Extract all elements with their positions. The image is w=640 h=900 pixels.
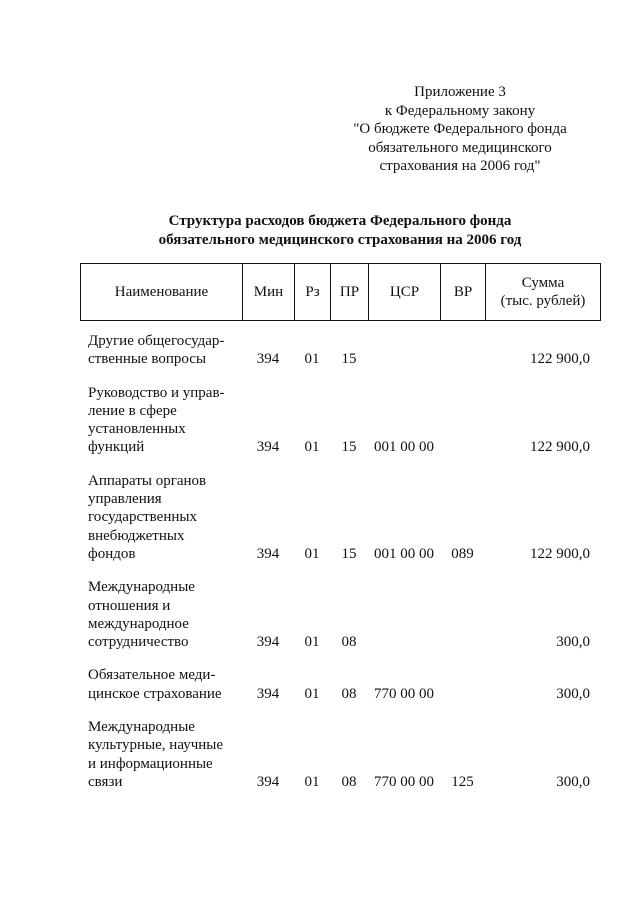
cell-name <box>80 332 242 369</box>
document-title <box>80 212 600 249</box>
cell-pr: 15 <box>341 545 357 562</box>
cell-csr: 770 00 00 <box>374 685 434 702</box>
header-sum-line: (тыс. рублей) <box>500 293 586 309</box>
header-min: Мин <box>243 264 295 321</box>
cell-sum: 122 900,0 <box>530 439 590 456</box>
header-name: Наименование <box>81 264 243 321</box>
cell-rz: 01 <box>304 545 320 562</box>
appendix-line: к Федеральному закону <box>384 102 536 119</box>
cell-name-line: Международные <box>88 579 195 596</box>
cell-rz: 01 <box>304 685 320 702</box>
header-vr: ВР <box>441 264 486 321</box>
cell-min: 394 <box>256 351 280 368</box>
cell-pr: 08 <box>341 634 357 651</box>
cell-min: 394 <box>256 545 280 562</box>
appendix-line: Приложение 3 <box>414 84 506 100</box>
header-csr: ЦСР <box>369 264 441 321</box>
cell-name <box>80 666 242 703</box>
cell-vr <box>440 332 485 369</box>
cell-name-line: функций <box>88 439 145 456</box>
row-spacer <box>80 703 600 718</box>
header-sum-line: Сумма <box>521 275 565 291</box>
cell-name-line: Руководство и управ- <box>88 384 225 401</box>
table-row <box>80 384 600 457</box>
cell-sum: 122 900,0 <box>530 545 590 562</box>
cell-name-line: внебюджетных <box>88 527 185 544</box>
row-spacer <box>80 369 600 384</box>
cell-sum: 300,0 <box>556 634 590 651</box>
cell-vr: 089 <box>451 545 474 562</box>
row-spacer <box>80 457 600 472</box>
cell-name-line: отношения и <box>88 597 171 614</box>
cell-vr: 125 <box>451 773 474 790</box>
cell-sum: 122 900,0 <box>530 351 590 368</box>
cell-vr <box>440 578 485 651</box>
cell-name-line: установленных <box>88 421 186 438</box>
table-row <box>80 718 600 791</box>
cell-pr: 15 <box>341 351 357 368</box>
cell-name <box>80 578 242 651</box>
title-line: обязательного медицинского страхования на 2006 год <box>158 231 522 248</box>
row-spacer-cell <box>80 563 600 578</box>
cell-name-line: ление в сфере <box>88 402 177 419</box>
cell-csr: 001 00 00 <box>374 545 434 562</box>
cell-csr <box>368 332 440 369</box>
cell-pr: 08 <box>341 773 357 790</box>
row-spacer <box>80 651 600 666</box>
appendix-heading <box>320 83 600 176</box>
cell-name-line: и информационные <box>88 755 213 772</box>
cell-name-line: Обязательное меди- <box>88 667 216 684</box>
row-spacer-cell <box>80 651 600 666</box>
cell-vr <box>440 666 485 703</box>
cell-name-line: Аппараты органов <box>88 472 207 489</box>
cell-rz: 01 <box>304 351 320 368</box>
cell-csr <box>368 578 440 651</box>
cell-name-line: управления <box>88 491 162 508</box>
cell-rz: 01 <box>304 773 320 790</box>
cell-name-line: государственных <box>88 509 197 526</box>
table-row <box>80 332 600 369</box>
appendix-line: обязательного медицинского <box>368 139 552 156</box>
cell-name-line: Другие общегосудар- <box>88 333 225 349</box>
row-spacer-cell <box>80 457 600 472</box>
appendix-line: страхования на 2006 год" <box>379 158 541 174</box>
cell-rz: 01 <box>304 634 320 651</box>
cell-vr <box>440 384 485 457</box>
cell-name-line: Международные <box>88 719 195 736</box>
cell-name-line: ственные вопросы <box>88 351 207 368</box>
row-spacer-cell <box>80 703 600 718</box>
cell-name-line: цинское страхование <box>88 685 222 702</box>
header-sum <box>486 264 601 321</box>
cell-name-line: международное <box>88 615 189 632</box>
cell-name-line: культурные, научные <box>88 737 224 754</box>
cell-min: 394 <box>256 685 280 702</box>
cell-name-line: фондов <box>88 545 136 562</box>
cell-sum: 300,0 <box>556 773 590 790</box>
table-row <box>80 578 600 651</box>
header-rz: Рз <box>295 264 331 321</box>
table-row <box>80 472 600 563</box>
cell-min: 394 <box>256 439 280 456</box>
cell-name-line: сотрудничество <box>88 634 189 651</box>
row-spacer-cell <box>80 369 600 384</box>
table-row <box>80 666 600 703</box>
row-spacer <box>80 563 600 578</box>
table-header <box>80 263 601 321</box>
header-pr: ПР <box>331 264 369 321</box>
appendix-line: "О бюджете Федерального фонда <box>353 121 567 137</box>
cell-csr: 770 00 00 <box>374 773 434 790</box>
cell-pr: 08 <box>341 685 357 702</box>
cell-sum: 300,0 <box>556 685 590 702</box>
title-line: Структура расходов бюджета Федерального фонда <box>168 213 512 229</box>
table-body <box>80 332 600 791</box>
cell-csr: 001 00 00 <box>374 439 434 456</box>
cell-min: 394 <box>256 773 280 790</box>
cell-name <box>80 718 242 791</box>
cell-name <box>80 384 242 457</box>
cell-min: 394 <box>256 634 280 651</box>
cell-rz: 01 <box>304 439 320 456</box>
cell-name <box>80 472 242 563</box>
cell-pr: 15 <box>341 439 357 456</box>
cell-name-line: связи <box>88 773 123 790</box>
